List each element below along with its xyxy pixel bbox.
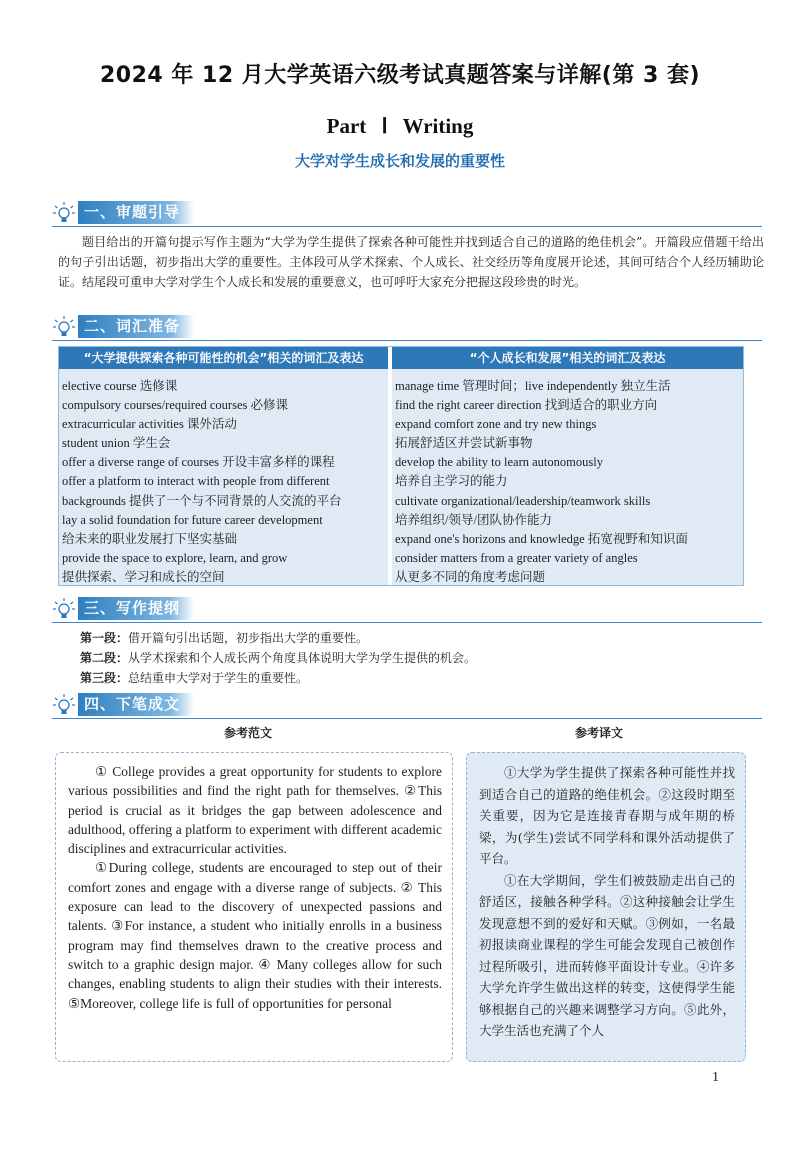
vocab-line: 培养组织/领导/团队协作能力 (395, 512, 552, 527)
vocab-line: find the right career direction 找到适合的职业方向 (395, 398, 658, 413)
translation-label: 参考译文 (575, 726, 624, 740)
vocab-line: extracurricular activities 课外活动 (62, 417, 237, 432)
vocab-column-left (59, 347, 388, 585)
vocab-line: offer a diverse range of courses 开设丰富多样的课程 (62, 455, 335, 470)
vocab-line: 培养自主学习的能力 (395, 474, 508, 489)
sample-essay-label: 参考范文 (224, 726, 273, 740)
section-label: 二、词汇准备 (78, 315, 194, 338)
section-heading-outline (52, 596, 762, 623)
vocab-line: compulsory courses/required courses 必修课 (62, 398, 288, 413)
vocab-line: 拓展舒适区并尝试新事物 (395, 436, 533, 451)
lightbulb-icon (52, 597, 76, 621)
vocab-line: 从更多不同的角度考虑问题 (395, 569, 546, 584)
vocab-line: expand comfort zone and try new things (395, 417, 597, 432)
page-title: 2024 年 12 月大学英语六级考试真题答案与详解(第 3 套) (99, 63, 701, 88)
vocab-list-left (59, 369, 388, 587)
section-heading-essay (52, 692, 762, 719)
guide-paragraph: 题目给出的开篇句提示写作主题为“大学为学生提供了探索各种可能性并找到适合自己的道路的绝佳机会”。开篇段应借题干给出的句子引出话题，初步指出大学的重要性。主体段可从学术探索、个人成长、社交经历等角度展开论述，其间可结合个人经历辅助论证。结尾段可重申大学对学生个人成长和发展的重要意义，也可呼吁大家充分把握这段珍贵的时光。 (58, 235, 764, 289)
vocab-line: 给未来的职业发展打下坚实基础 (62, 531, 238, 546)
vocab-line: backgrounds 提供了一个与不同背景的人交流的平台 (62, 493, 342, 508)
vocab-line: cultivate organizational/leadership/teamwork skills (395, 493, 651, 508)
section-label: 一、审题引导 (78, 201, 194, 224)
outline-item: 第一段：借开篇句引出话题，初步指出大学的重要性。 (80, 631, 369, 645)
vocab-column-right (392, 347, 743, 585)
sample-essay-box (55, 752, 453, 1062)
page-number: 1 (712, 1070, 719, 1085)
vocab-line: develop the ability to learn autonomously (395, 455, 603, 470)
vocab-line: provide the space to explore, learn, and grow (62, 550, 288, 565)
vocab-line: manage time 管理时间；live independently 独立生活 (395, 379, 671, 393)
part-title: Part Ⅰ Writing (326, 114, 474, 138)
translation-paragraph: ①在大学期间，学生们被鼓励走出自己的舒适区，接触各种学科。②这种接触会让学生发现意想不到的爱好和天赋。③例如，一名最初报读商业课程的学生可能会发现自己被创作过程所吸引，进而转修平面设计专业。④许多大学允许学生做出这样的转变，这使得学生能够根据自己的兴趣来调整学习方向。⑤此外，大学生活也充满了个人 (479, 872, 735, 1038)
vocab-line: offer a platform to interact with people from different (62, 474, 330, 489)
section-label: 四、下笔成文 (78, 693, 194, 716)
vocab-list-right (392, 369, 743, 587)
lightbulb-icon (52, 693, 76, 717)
vocab-line: student union 学生会 (62, 436, 171, 451)
essay-paragraph: ①During college, students are encouraged to step out of their comfort zones and engage with a diverse range of subjects. ② This exposure can lead to the discovery of unexpected passions and talents. ③For instance, a student who initially enrolls in a business program may find themselves drawn to the creative process and switch to a graphic design major. ④ Many colleges allow for such changes, enabling students to align their studies with their interests. ⑤Moreover, college life is full of opportunities for personal (68, 860, 442, 1011)
essay-paragraph: ① College provides a great opportunity for students to explore various possibilities and find the right path for themselves. ②This period is crucial as it bridges the gap between adolescence and adulthood, offering a platform to experiment with different academic disciplines and extracurricular activities. (68, 764, 442, 857)
vocab-line: expand one's horizons and knowledge 拓宽视野和知识面 (395, 531, 688, 546)
vocab-line: lay a solid foundation for future career development (62, 512, 323, 527)
lightbulb-icon (52, 201, 76, 225)
essay-topic: 大学对学生成长和发展的重要性 (294, 152, 505, 170)
vocab-table (58, 346, 744, 586)
vocab-line: 提供探索、学习和成长的空间 (62, 569, 225, 584)
vocab-header-left: “大学提供探索各种可能性的机会”相关的词汇及表达 (59, 347, 388, 369)
vocab-line: elective course 选修课 (62, 379, 178, 393)
section-heading-vocab (52, 314, 762, 341)
translation-paragraph: ①大学为学生提供了探索各种可能性并找到适合自己的道路的绝佳机会。②这段时期至关重要，因为它是连接青春期与成年期的桥梁，为(学生)尝试不同学科和课外活动提供了平台。 (479, 765, 735, 866)
translation-box (466, 752, 746, 1062)
outline-item: 第三段：总结重申大学对于学生的重要性。 (80, 671, 309, 685)
outline-item: 第二段：从学术探索和个人成长两个角度具体说明大学为学生提供的机会。 (80, 651, 477, 665)
vocab-line: consider matters from a greater variety of angles (395, 550, 638, 565)
lightbulb-icon (52, 315, 76, 339)
vocab-header-right: “个人成长和发展”相关的词汇及表达 (392, 347, 743, 369)
section-heading-guide (52, 200, 762, 227)
section-label: 三、写作提纲 (78, 597, 194, 620)
